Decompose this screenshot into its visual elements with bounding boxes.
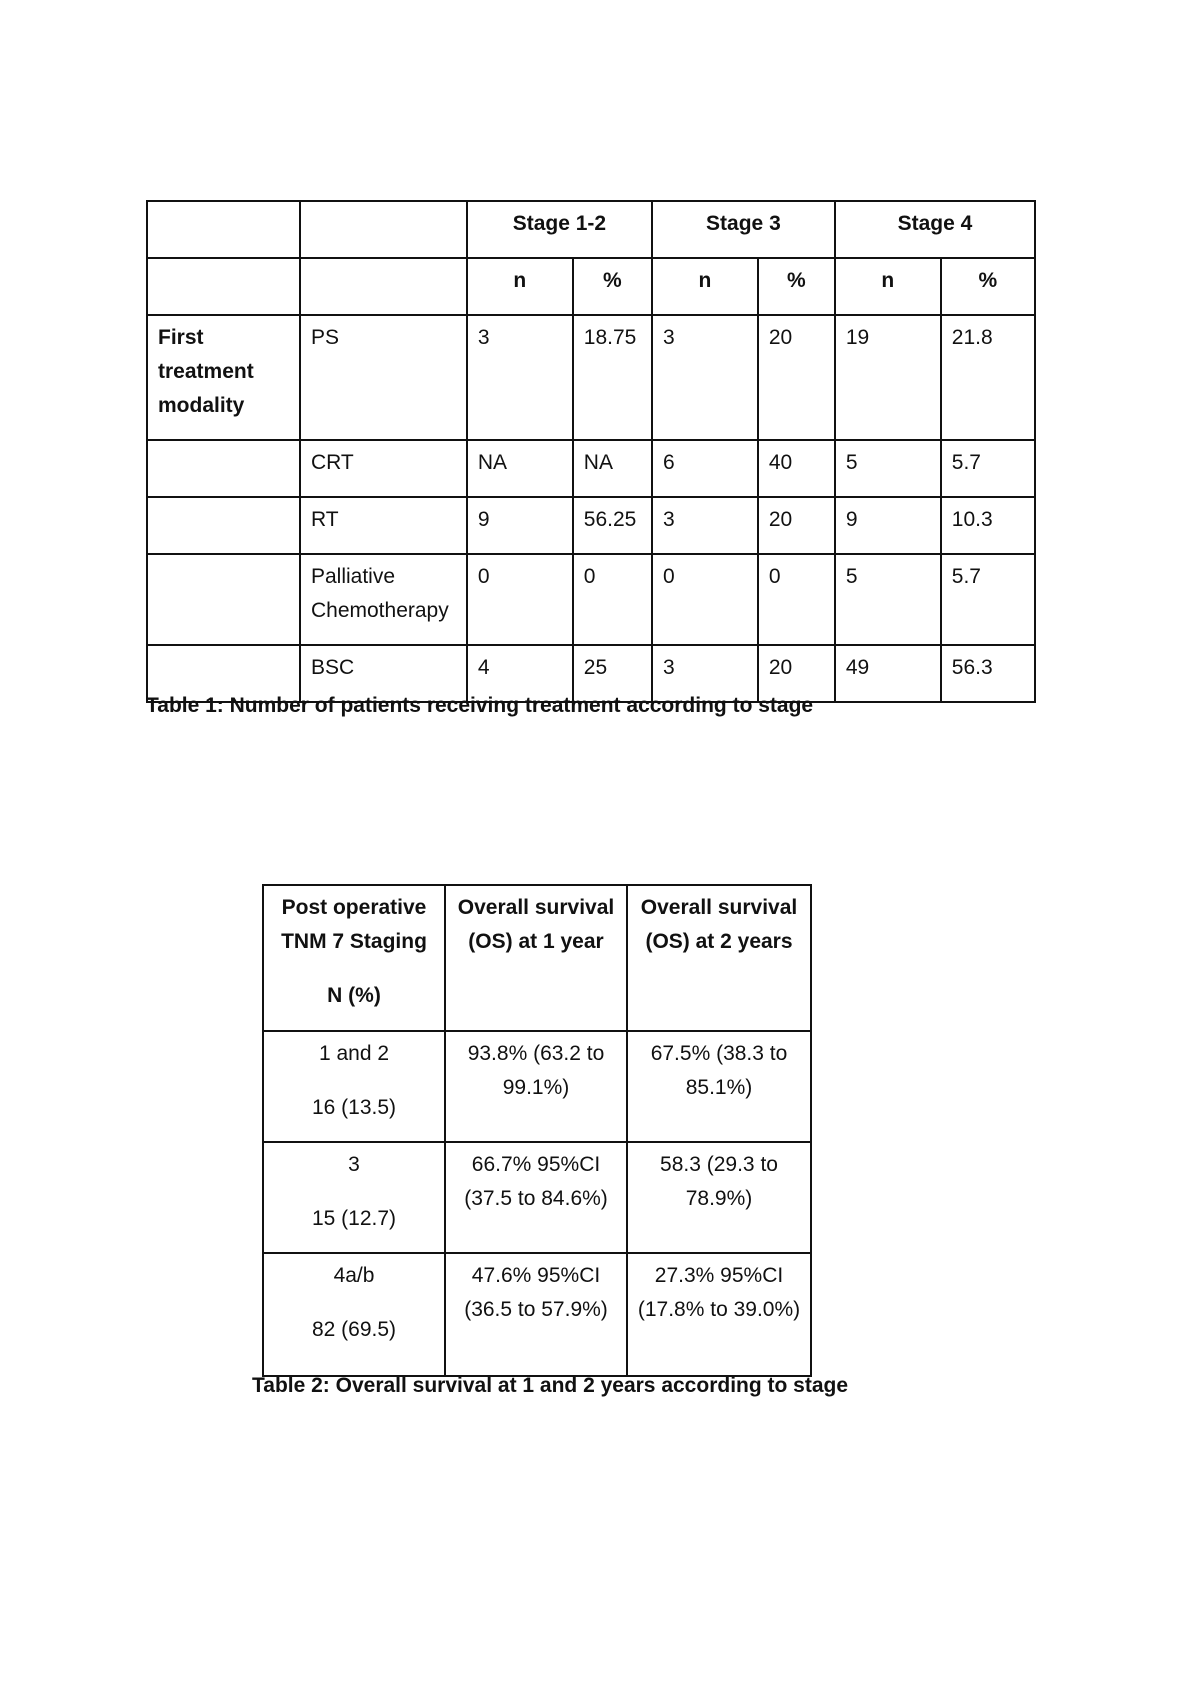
empty-header-cell — [300, 201, 467, 258]
table-cell: 4 — [467, 645, 573, 702]
os-2-year-cell: 67.5% (38.3 to 85.1%) — [627, 1031, 811, 1142]
table1-stage-header-row — [147, 201, 1035, 258]
empty-cell — [147, 440, 300, 497]
row-label: CRT — [300, 440, 467, 497]
treatment-by-stage-table — [146, 200, 1036, 703]
spacer — [270, 959, 438, 979]
table-cell: 21.8 — [941, 315, 1035, 440]
spacer — [270, 1182, 438, 1202]
table-cell: 5.7 — [941, 554, 1035, 645]
os-1-year-cell: 66.7% 95%CI (37.5 to 84.6%) — [445, 1142, 627, 1253]
stage-1-2-header: Stage 1-2 — [467, 201, 652, 258]
table-cell: 19 — [835, 315, 941, 440]
staging-column-header — [263, 885, 445, 1031]
row-label: Palliative Chemotherapy — [300, 554, 467, 645]
table-cell: 49 — [835, 645, 941, 702]
staging-header-title: Post operative TNM 7 Staging — [281, 896, 427, 953]
table-cell: 9 — [467, 497, 573, 554]
empty-cell — [147, 497, 300, 554]
table-row — [263, 1031, 811, 1142]
stage-label: 3 — [348, 1153, 360, 1176]
stage-3-header: Stage 3 — [652, 201, 835, 258]
table-cell: 3 — [652, 497, 758, 554]
os-1-year-cell: 93.8% (63.2 to 99.1%) — [445, 1031, 627, 1142]
table-cell: NA — [573, 440, 652, 497]
staging-header-unit: N (%) — [327, 984, 381, 1007]
n-column-header: n — [467, 258, 573, 315]
table-row — [147, 554, 1035, 645]
empty-header-cell — [147, 201, 300, 258]
table-cell: 25 — [573, 645, 652, 702]
os-2-year-header: Overall survival (OS) at 2 years — [627, 885, 811, 1031]
n-column-header: n — [652, 258, 758, 315]
table-cell: 20 — [758, 497, 835, 554]
pct-column-header: % — [758, 258, 835, 315]
group-label: First treatment modality — [147, 315, 300, 440]
os-2-year-cell: 58.3 (29.3 to 78.9%) — [627, 1142, 811, 1253]
table-cell: 10.3 — [941, 497, 1035, 554]
table1-subheader-row — [147, 258, 1035, 315]
table2-header-row — [263, 885, 811, 1031]
table-cell: 3 — [652, 645, 758, 702]
row-label: PS — [300, 315, 467, 440]
table-row — [263, 1253, 811, 1376]
os-1-year-cell: 47.6% 95%CI (36.5 to 57.9%) — [445, 1253, 627, 1376]
stage-cell — [263, 1142, 445, 1253]
table-cell: 20 — [758, 645, 835, 702]
n-column-header: n — [835, 258, 941, 315]
table-cell: 40 — [758, 440, 835, 497]
empty-cell — [147, 554, 300, 645]
empty-header-cell — [147, 258, 300, 315]
table-cell: 18.75 — [573, 315, 652, 440]
table-cell: NA — [467, 440, 573, 497]
table-cell: 3 — [467, 315, 573, 440]
pct-column-header: % — [573, 258, 652, 315]
row-label: BSC — [300, 645, 467, 702]
table-cell: 20 — [758, 315, 835, 440]
stage-4-header: Stage 4 — [835, 201, 1035, 258]
table-cell: 9 — [835, 497, 941, 554]
table1-caption: Table 1: Number of patients receiving treatment according to stage — [146, 694, 814, 717]
table-row — [147, 497, 1035, 554]
table-cell: 0 — [573, 554, 652, 645]
stage-count: 15 (12.7) — [311, 1207, 397, 1230]
table-cell: 3 — [652, 315, 758, 440]
table-cell: 0 — [758, 554, 835, 645]
table-cell: 5 — [835, 554, 941, 645]
pct-column-header: % — [941, 258, 1035, 315]
table-row — [147, 315, 1035, 440]
stage-count: 82 (69.5) — [311, 1318, 397, 1341]
overall-survival-table — [262, 884, 812, 1377]
stage-cell — [263, 1253, 445, 1376]
table-cell: 56.3 — [941, 645, 1035, 702]
table-cell: 56.25 — [573, 497, 652, 554]
stage-cell — [263, 1031, 445, 1142]
table-cell: 0 — [652, 554, 758, 645]
os-1-year-header: Overall survival (OS) at 1 year — [445, 885, 627, 1031]
stage-label: 1 and 2 — [318, 1042, 390, 1065]
spacer — [270, 1071, 438, 1091]
table2-caption: Table 2: Overall survival at 1 and 2 years according to stage — [252, 1374, 849, 1397]
table-cell: 6 — [652, 440, 758, 497]
table-cell: 0 — [467, 554, 573, 645]
table-cell: 5 — [835, 440, 941, 497]
table-cell: 5.7 — [941, 440, 1035, 497]
empty-header-cell — [300, 258, 467, 315]
table-row — [263, 1142, 811, 1253]
table-row — [147, 440, 1035, 497]
stage-count: 16 (13.5) — [311, 1096, 397, 1119]
row-label: RT — [300, 497, 467, 554]
spacer — [270, 1293, 438, 1313]
stage-label: 4a/b — [333, 1264, 375, 1287]
os-2-year-cell: 27.3% 95%CI (17.8% to 39.0%) — [627, 1253, 811, 1376]
